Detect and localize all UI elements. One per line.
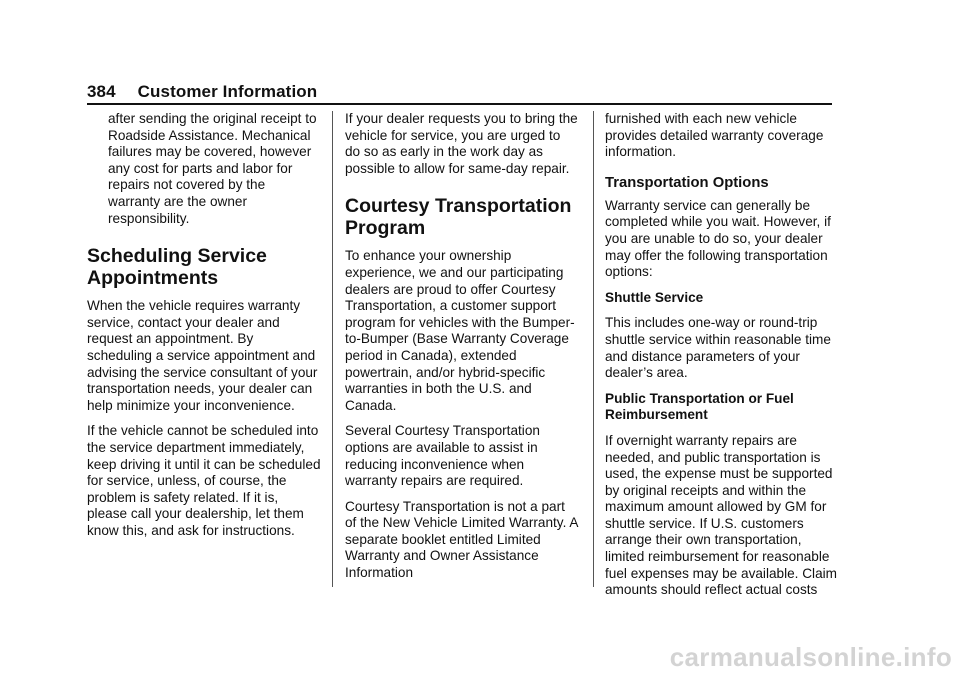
page-number: 384 bbox=[87, 82, 116, 101]
column-divider-right bbox=[593, 111, 594, 587]
subheading-shuttle-service: Shuttle Service bbox=[605, 289, 704, 305]
heading-courtesy-transportation: Courtesy Transportation Program bbox=[345, 195, 572, 240]
heading-transportation-options: Transportation Options bbox=[605, 174, 769, 191]
header-divider bbox=[87, 103, 832, 105]
subheading-public-transportation: Public Transportation or Fuel Reimbursement bbox=[605, 390, 794, 423]
watermark-text: carmanualsonline.info bbox=[669, 642, 952, 672]
page-header bbox=[87, 82, 317, 102]
column-right bbox=[605, 111, 839, 608]
paragraph-overnight-repairs: If overnight warranty repairs are needed, and public transportation is used, the expense must be supported by original receipts and within the maximum amount allowed by GM for shuttle service. If U.S. customers arrange their own transportation, limited reimbursement for reasonable fuel expenses may be available. Claim amounts should reflect actual costs bbox=[605, 432, 837, 598]
column-middle bbox=[345, 111, 579, 591]
page-section-title: Customer Information bbox=[137, 82, 318, 101]
paragraph-warranty-service: When the vehicle requires warranty service, contact your dealer and request an appointment. By scheduling a service appointment and advising the service consultant of your transportation needs, your dealer can help minimize your inconvenience. bbox=[87, 298, 318, 413]
column-divider-left bbox=[332, 111, 333, 587]
paragraph-courtesy-options: Several Courtesy Transportation options are available to assist in reducing inconvenience when warranty repairs are required. bbox=[345, 423, 540, 489]
paragraph-warranty-wait: Warranty service can generally be completed while you wait. However, if you are unable to do so, your dealer may offer the following transportation options: bbox=[605, 197, 831, 280]
paragraph-shuttle-service: This includes one-way or round-trip shuttle service within reasonable time and distance parameters of your dealer’s area. bbox=[605, 315, 831, 381]
paragraph-ownership-experience: To enhance your ownership experience, we and our participating dealers are proud to offer Courtesy Transportation, a customer support program for vehicles with the Bumper-to-Bumper (Base Warranty Coverage period in Canada), extended powertrain, and/or hybrid-specific warranties in both the U.S. and Canada. bbox=[345, 248, 575, 413]
column-left bbox=[87, 111, 321, 548]
paragraph-not-part-of-warranty: Courtesy Transportation is not a part of the New Vehicle Limited Warranty. A separate booklet entitled Limited Warranty and Owner Assistance Information bbox=[345, 498, 578, 581]
paragraph-cannot-schedule: If the vehicle cannot be scheduled into the service department immediately, keep driving it until it can be scheduled for service, unless, of course, the problem is safety related. If it is, please call your dealership, let them know this, and ask for instructions. bbox=[87, 423, 321, 538]
paragraph-roadside-continued: after sending the original receipt to Roadside Assistance. Mechanical failures may be covered, however any cost for parts and labor for repairs not covered by the warranty are the owner responsibility. bbox=[108, 111, 317, 226]
heading-scheduling-service: Scheduling Service Appointments bbox=[87, 245, 267, 290]
paragraph-booklet-continued: furnished with each new vehicle provides detailed warranty coverage information. bbox=[605, 111, 824, 160]
paragraph-dealer-request: If your dealer requests you to bring the vehicle for service, you are urged to do so as early in the work day as possible to allow for same-day repair. bbox=[345, 111, 578, 176]
